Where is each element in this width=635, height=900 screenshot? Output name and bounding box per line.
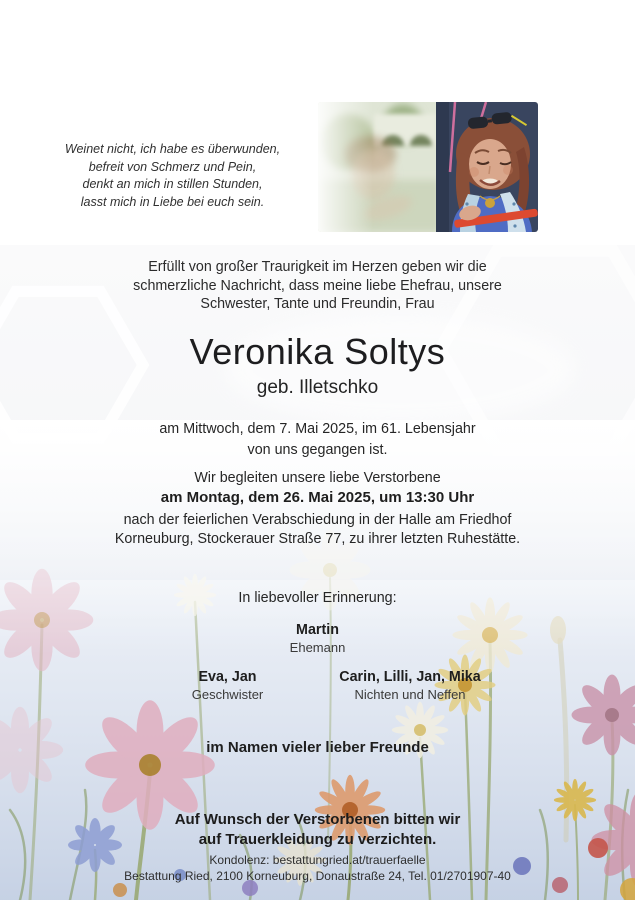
mourner-names: Carin, Lilli, Jan, Mika	[339, 669, 481, 685]
poem-line: befreit von Schmerz und Pein,	[88, 159, 257, 174]
poem-line: lasst mich in Liebe bei euch sein.	[80, 194, 265, 209]
memorial-poem	[55, 141, 290, 211]
funeral-datetime: am Montag, dem 26. Mai 2025, um 13:30 Uhr	[160, 489, 475, 506]
request-line: auf Trauerkleidung zu verzichten.	[198, 830, 437, 848]
deceased-birth-name: geb. Illetschko	[256, 377, 379, 398]
death-date-line: am Mittwoch, dem 7. Mai 2025, im 61. Lebensjahr	[159, 421, 476, 437]
mourner-relation: Nichten und Neffen	[354, 687, 466, 702]
mourner-relation: Ehemann	[289, 640, 346, 655]
mourner-names: Martin	[296, 622, 339, 638]
funeral-intro: Wir begleiten unsere liebe Verstorbene	[194, 470, 441, 486]
funeral-details	[0, 511, 635, 549]
mourner-nieces-nephews	[320, 669, 500, 702]
deceased-portrait-photo	[318, 102, 538, 232]
poem-line: denkt an mich in stillen Stunden,	[82, 177, 263, 191]
announcement-line: Erfüllt von großer Traurigkeit im Herzen geben wir die	[148, 259, 487, 275]
clothing-request	[0, 810, 635, 849]
announcement-line: Schwester, Tante und Freundin, Frau	[200, 296, 435, 312]
mourner-siblings	[140, 669, 315, 702]
portrait-illustration	[318, 102, 538, 232]
memory-heading: In liebevoller Erinnerung:	[238, 590, 397, 606]
funeral-home-contact: Bestattung Ried, 2100 Korneuburg, Donaustraße 24, Tel. 01/2701907-40	[124, 869, 511, 883]
death-announcement	[0, 258, 635, 314]
deceased-name: Veronika Soltys	[189, 331, 446, 372]
friends-note: im Namen vieler lieber Freunde	[206, 739, 429, 756]
funeral-details-line: Korneuburg, Stockerauer Straße 77, zu ihrer letzten Ruhestätte.	[114, 531, 521, 547]
announcement-line: schmerzliche Nachricht, dass meine liebe Ehefrau, unsere	[133, 277, 502, 294]
condolence-link-text: Kondolenz: bestattungried.at/trauerfaelle	[209, 853, 426, 867]
mourner-relation: Geschwister	[191, 687, 264, 702]
poem-line: Weinet nicht, ich habe es überwunden,	[64, 142, 281, 156]
death-date-info	[0, 419, 635, 461]
funeral-details-line: nach der feierlichen Verabschiedung in der Halle am Friedhof	[123, 512, 512, 528]
request-line: Auf Wunsch der Verstorbenen bitten wir	[174, 811, 461, 828]
mourner-names: Eva, Jan	[198, 669, 257, 685]
mourner-husband	[0, 622, 635, 655]
death-date-line: von uns gegangen ist.	[247, 442, 388, 458]
